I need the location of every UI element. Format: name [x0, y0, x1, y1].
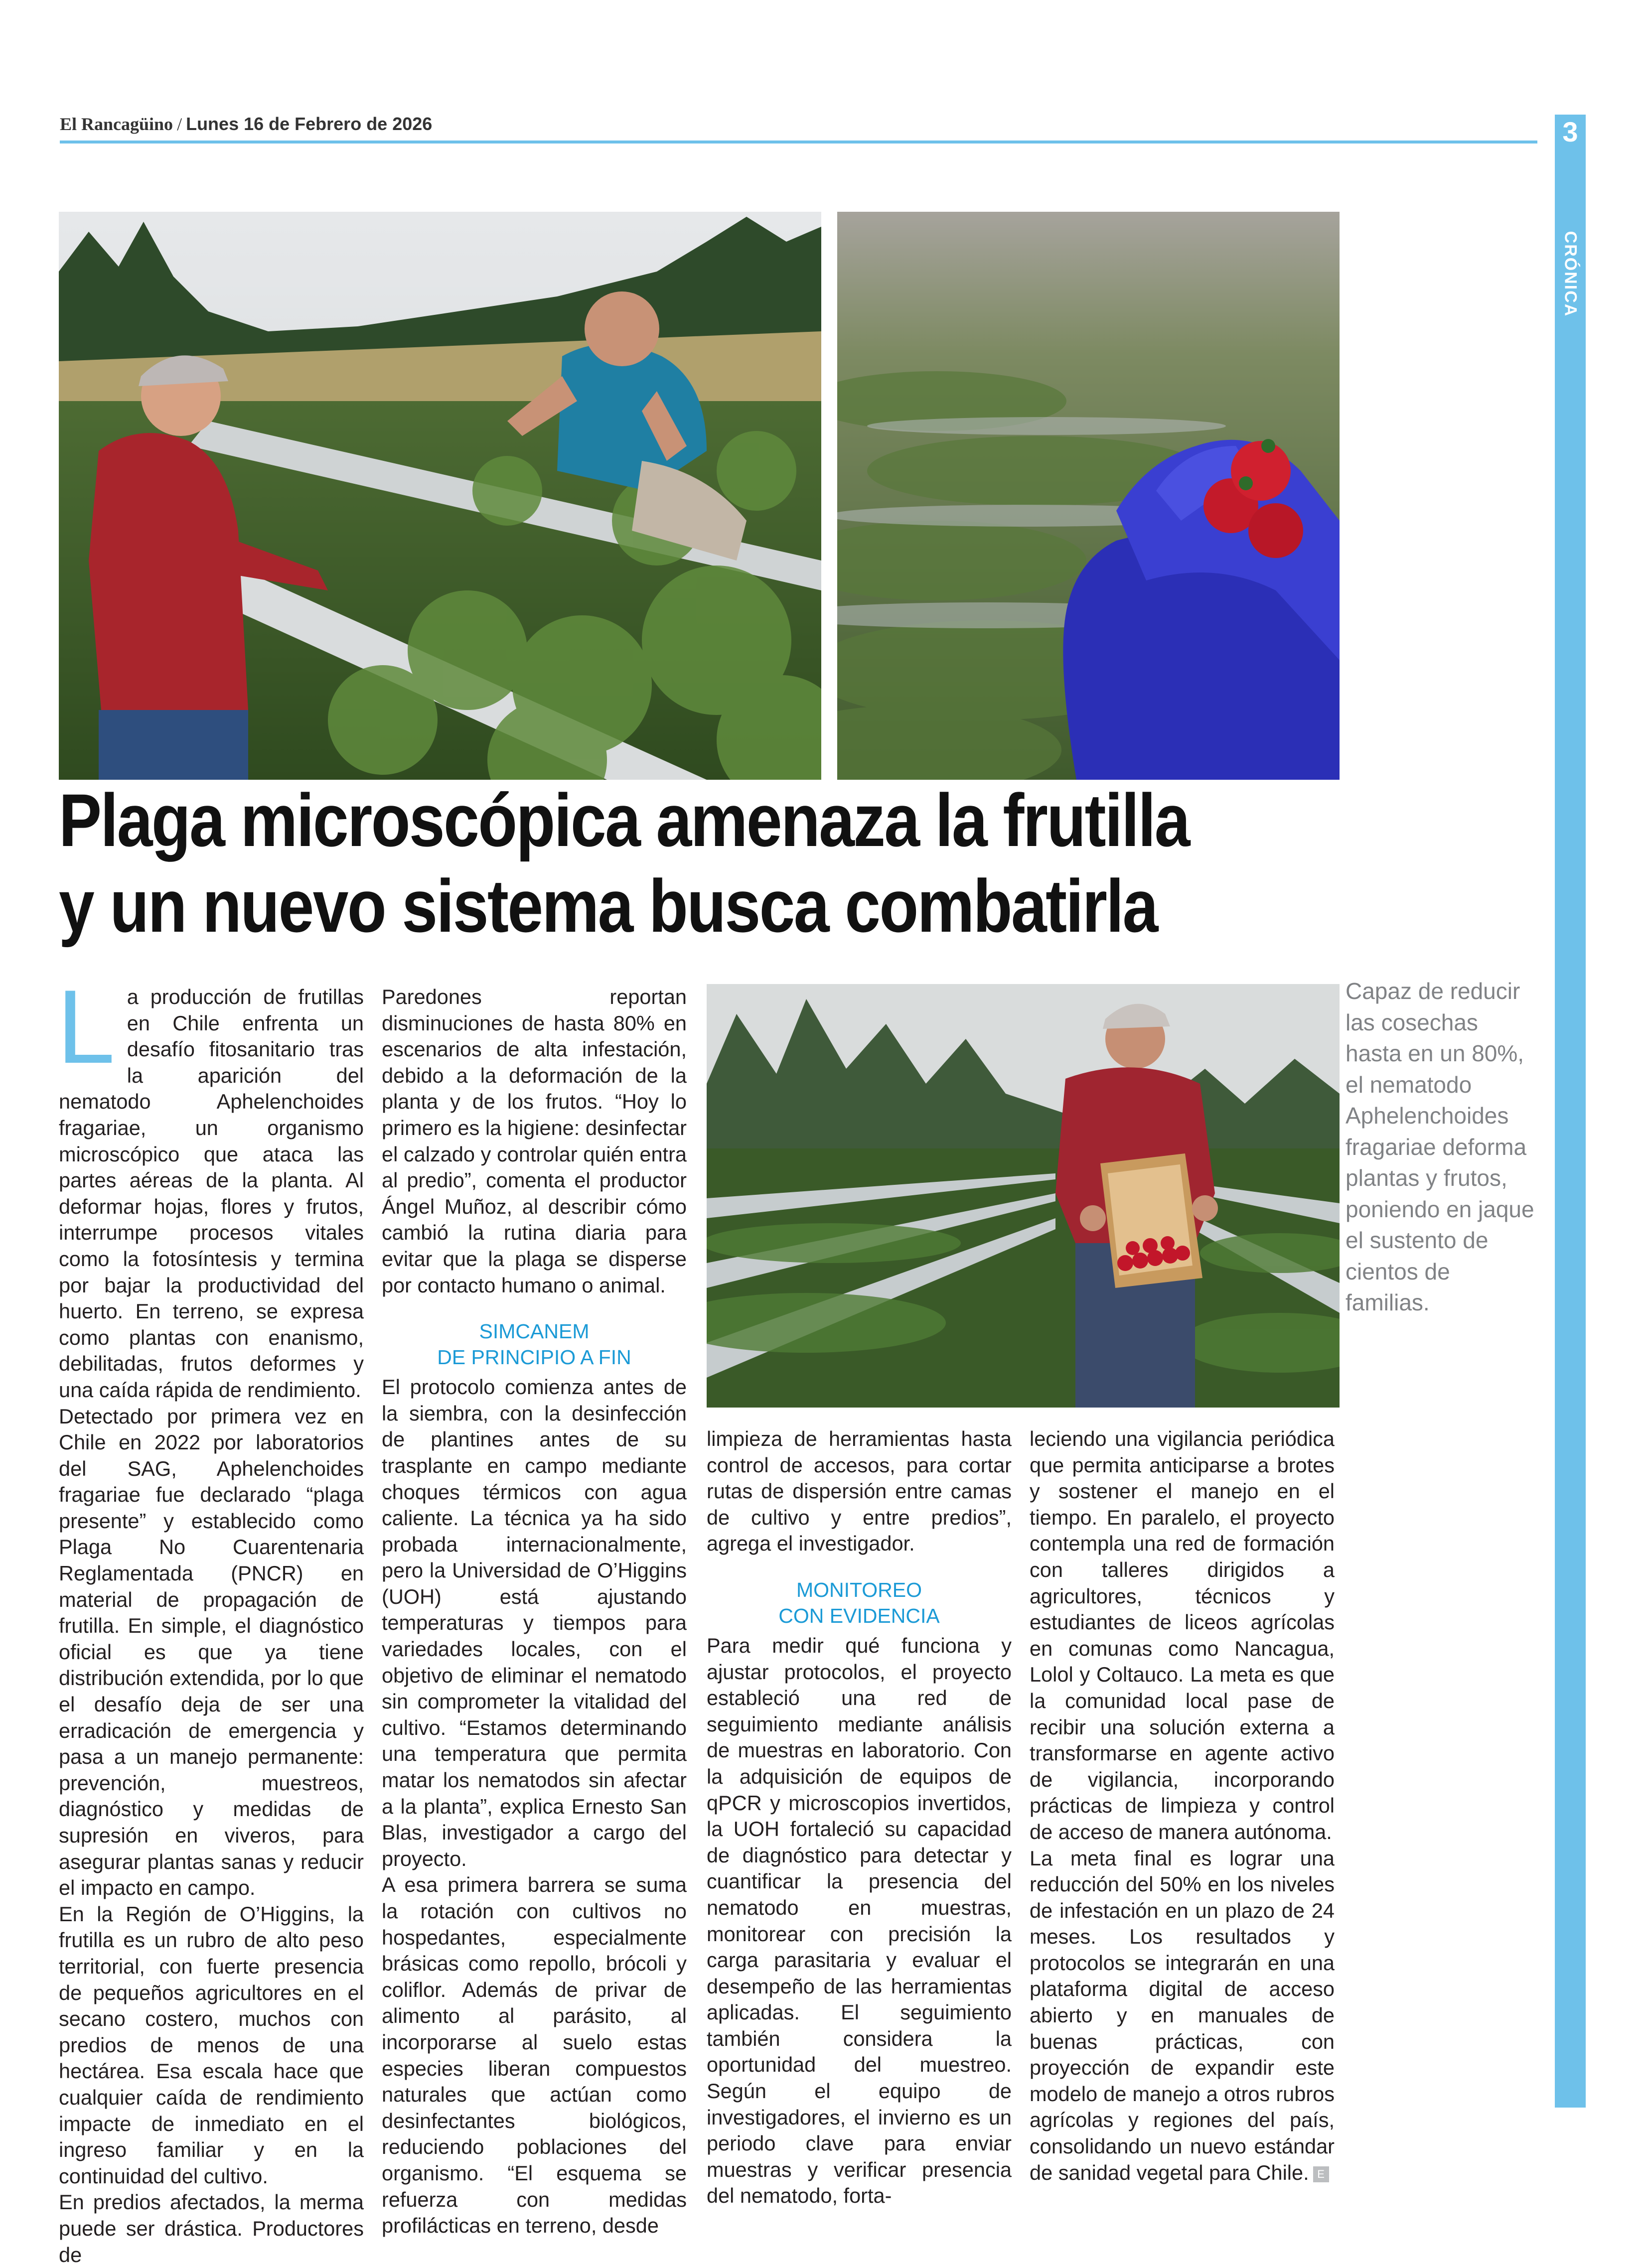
subhead-simcanem: SIMCANEM DE PRINCIPIO A FIN: [437, 1320, 631, 1369]
article-column-4: [1030, 1426, 1335, 2186]
paragraph: limpieza de herramientas hasta control de accesos, para cortar rutas de dispersión entre camas de cultivo y entre predios”, agrega el investigador.: [707, 1427, 1012, 1556]
article-column-1: [57, 968, 364, 2268]
paragraph: leciendo una vigilancia periódica que permita anticiparse a brotes y sostener el manejo en el tiempo. En paralelo, el proyecto contempla una red de formación con talleres dirigidos a agricultores, técnicos y estudiantes de liceos agrícolas en comunas como Nancagua, Lolol y Coltauco. La meta es que la comunidad local pase de recibir una solución externa a transformarse en agente activo de vigilancia, incorporando prácticas de limpieza y control de acceso de manera autónoma.: [1030, 1427, 1335, 1843]
end-of-article-icon: E: [1313, 2166, 1329, 2182]
photo-gloved-strawberries: [837, 212, 1340, 780]
paragraph: A esa primera barrera se suma la rotación con cultivos no hospedantes, especialmente brásicas como repollo, brócoli y coliflor. Además de privar de alimento al parásito, al incorporarse al suelo estas especies liberan compuestos naturales que actúan como desinfectantes biológicos, reduciendo poblaciones del organismo. “El esquema se refuerza con medidas profilácticas en terreno, desde: [382, 1873, 687, 2238]
headline-line-2: y un nuevo sistema busca combatirla: [59, 864, 1157, 948]
header-rule: [60, 141, 1537, 143]
article-column-2: [382, 984, 687, 2239]
header-separator: /: [177, 114, 182, 134]
masthead: [60, 114, 432, 135]
headline: [59, 777, 1216, 949]
page-number: 3: [1562, 116, 1578, 147]
pull-quote: Capaz de reducir las cosechas hasta en un 80%, el nematodo Aphelenchoides fragariae deforma plantas y frutos, poniendo en jaque el sustento de cientos de familias.: [1346, 978, 1534, 1315]
subhead-monitoreo: MONITOREO CON EVIDENCIA: [778, 1578, 940, 1627]
paragraph: La meta final es lograr una reducción del 50% en los niveles de infestación en un plazo de 24 meses. Los resultados y protocolos se integrarán en una plataforma digital de acceso abierto y en manuales de buenas prácticas, con proyección de expandir este modelo de manejo a otros rubros agrícolas y regiones del país, consolidando un nuevo estándar de sanidad vegetal para Chile. E: [1030, 1846, 1335, 2184]
publication-date: Lunes 16 de Febrero de 2026: [186, 114, 433, 134]
paragraph: El protocolo comienza antes de la siembra, con la desinfección de plantines antes de su trasplante en campo mediante choques térmicos con agua caliente. La técnica ya ha sido probada internacionalmente, pero la Universidad de O’Higgins (UOH) está ajustando temperaturas y tiempos para variedades locales, con el objetivo de eliminar el nematodo sin comprometer la vitalidad del cultivo. “Estamos determinando una temperatura que permita matar los nematodos sin afectar a la planta”, explica Ernesto San Blas, investigador a cargo del proyecto.: [382, 1375, 687, 1870]
paragraph: En predios afectados, la merma puede ser drástica. Productores de: [59, 2190, 364, 2267]
section-strip: [1555, 115, 1586, 2108]
paragraph: Paredones reportan disminuciones de hasta 80% en escenarios de alta infestación, debido a la deformación de la planta y de los frutos. “Hoy lo primero es la higiene: desinfectar el calzado y controlar quién entra al predio”, comenta el productor Ángel Muñoz, al describir cómo cambió la rutina diaria para evitar que la plaga se disperse por contacto humano o animal.: [382, 985, 687, 1297]
paragraph: En la Región de O’Higgins, la frutilla es un rubro de alto peso territorial, con fuerte presencia de pequeños agricultores en el secano costero, muchos con predios de menos de una hectárea. Esa escala hace que cualquier caída de rendimiento impacte de inmediato en el ingreso familiar y en la continuidad del cultivo.: [59, 1902, 364, 2188]
paragraph: Detectado por primera vez en Chile en 2022 por laboratorios del SAG, Aphelenchoides fragariae fue declarado “plaga presente” y establecido como Plaga No Cuarentenaria Reglamentada (PNCR) en material de propagación de frutilla. En simple, el diagnóstico oficial es que ya tiene distribución extendida, por lo que el desafío deja de ser una erradicación de emergencia y pasa a un manejo permanente: prevención, muestreos, diagnóstico y medidas de supresión en viveros, para asegurar plantas sanas y reducir el impacto en campo.: [59, 1404, 364, 1900]
paragraph: Para medir qué funciona y ajustar protocolos, el proyecto estableció una red de seguimiento mediante análisis de muestras en laboratorio. Con la adquisición de equipos de qPCR y microscopios invertidos, la UOH fortaleció su capacidad de diagnóstico para detectar y cuantificar la presencia del nematodo en muestras, monitorear con precisión la carga parasitaria y evaluar el desempeño de las herramientas aplicadas. El seguimiento también considera la oportunidad del muestreo. Según el equipo de investigadores, el invierno es un periodo clave para enviar muestras y verificar presencia del nematodo, forta-: [707, 1633, 1012, 2208]
photo-farmer-strawberry-box: [707, 984, 1340, 1408]
publication-name: El Rancagüino: [60, 114, 173, 134]
photo-farmers-field: [59, 212, 821, 780]
headline-line-1: Plaga microscópica amenaza la frutilla: [59, 778, 1189, 862]
article-column-3: [707, 1426, 1012, 2209]
section-label: CRÓNICA: [1561, 231, 1580, 317]
paragraph: a producción de frutillas en Chile enfrenta un desafío fitosanitario tras la aparición del nematodo Aphelenchoides fragariae, un organismo microscópico que ataca las partes aéreas de la planta. Al deformar hojas, flores y frutos, interrumpe procesos vitales como la fotosíntesis y termina por bajar la productividad del huerto. En terreno, se expresa como plantas con enanismo, debilitadas, frutos deformes y una caída rápida de rendimiento.: [59, 985, 364, 1402]
drop-cap: L: [57, 968, 115, 1085]
